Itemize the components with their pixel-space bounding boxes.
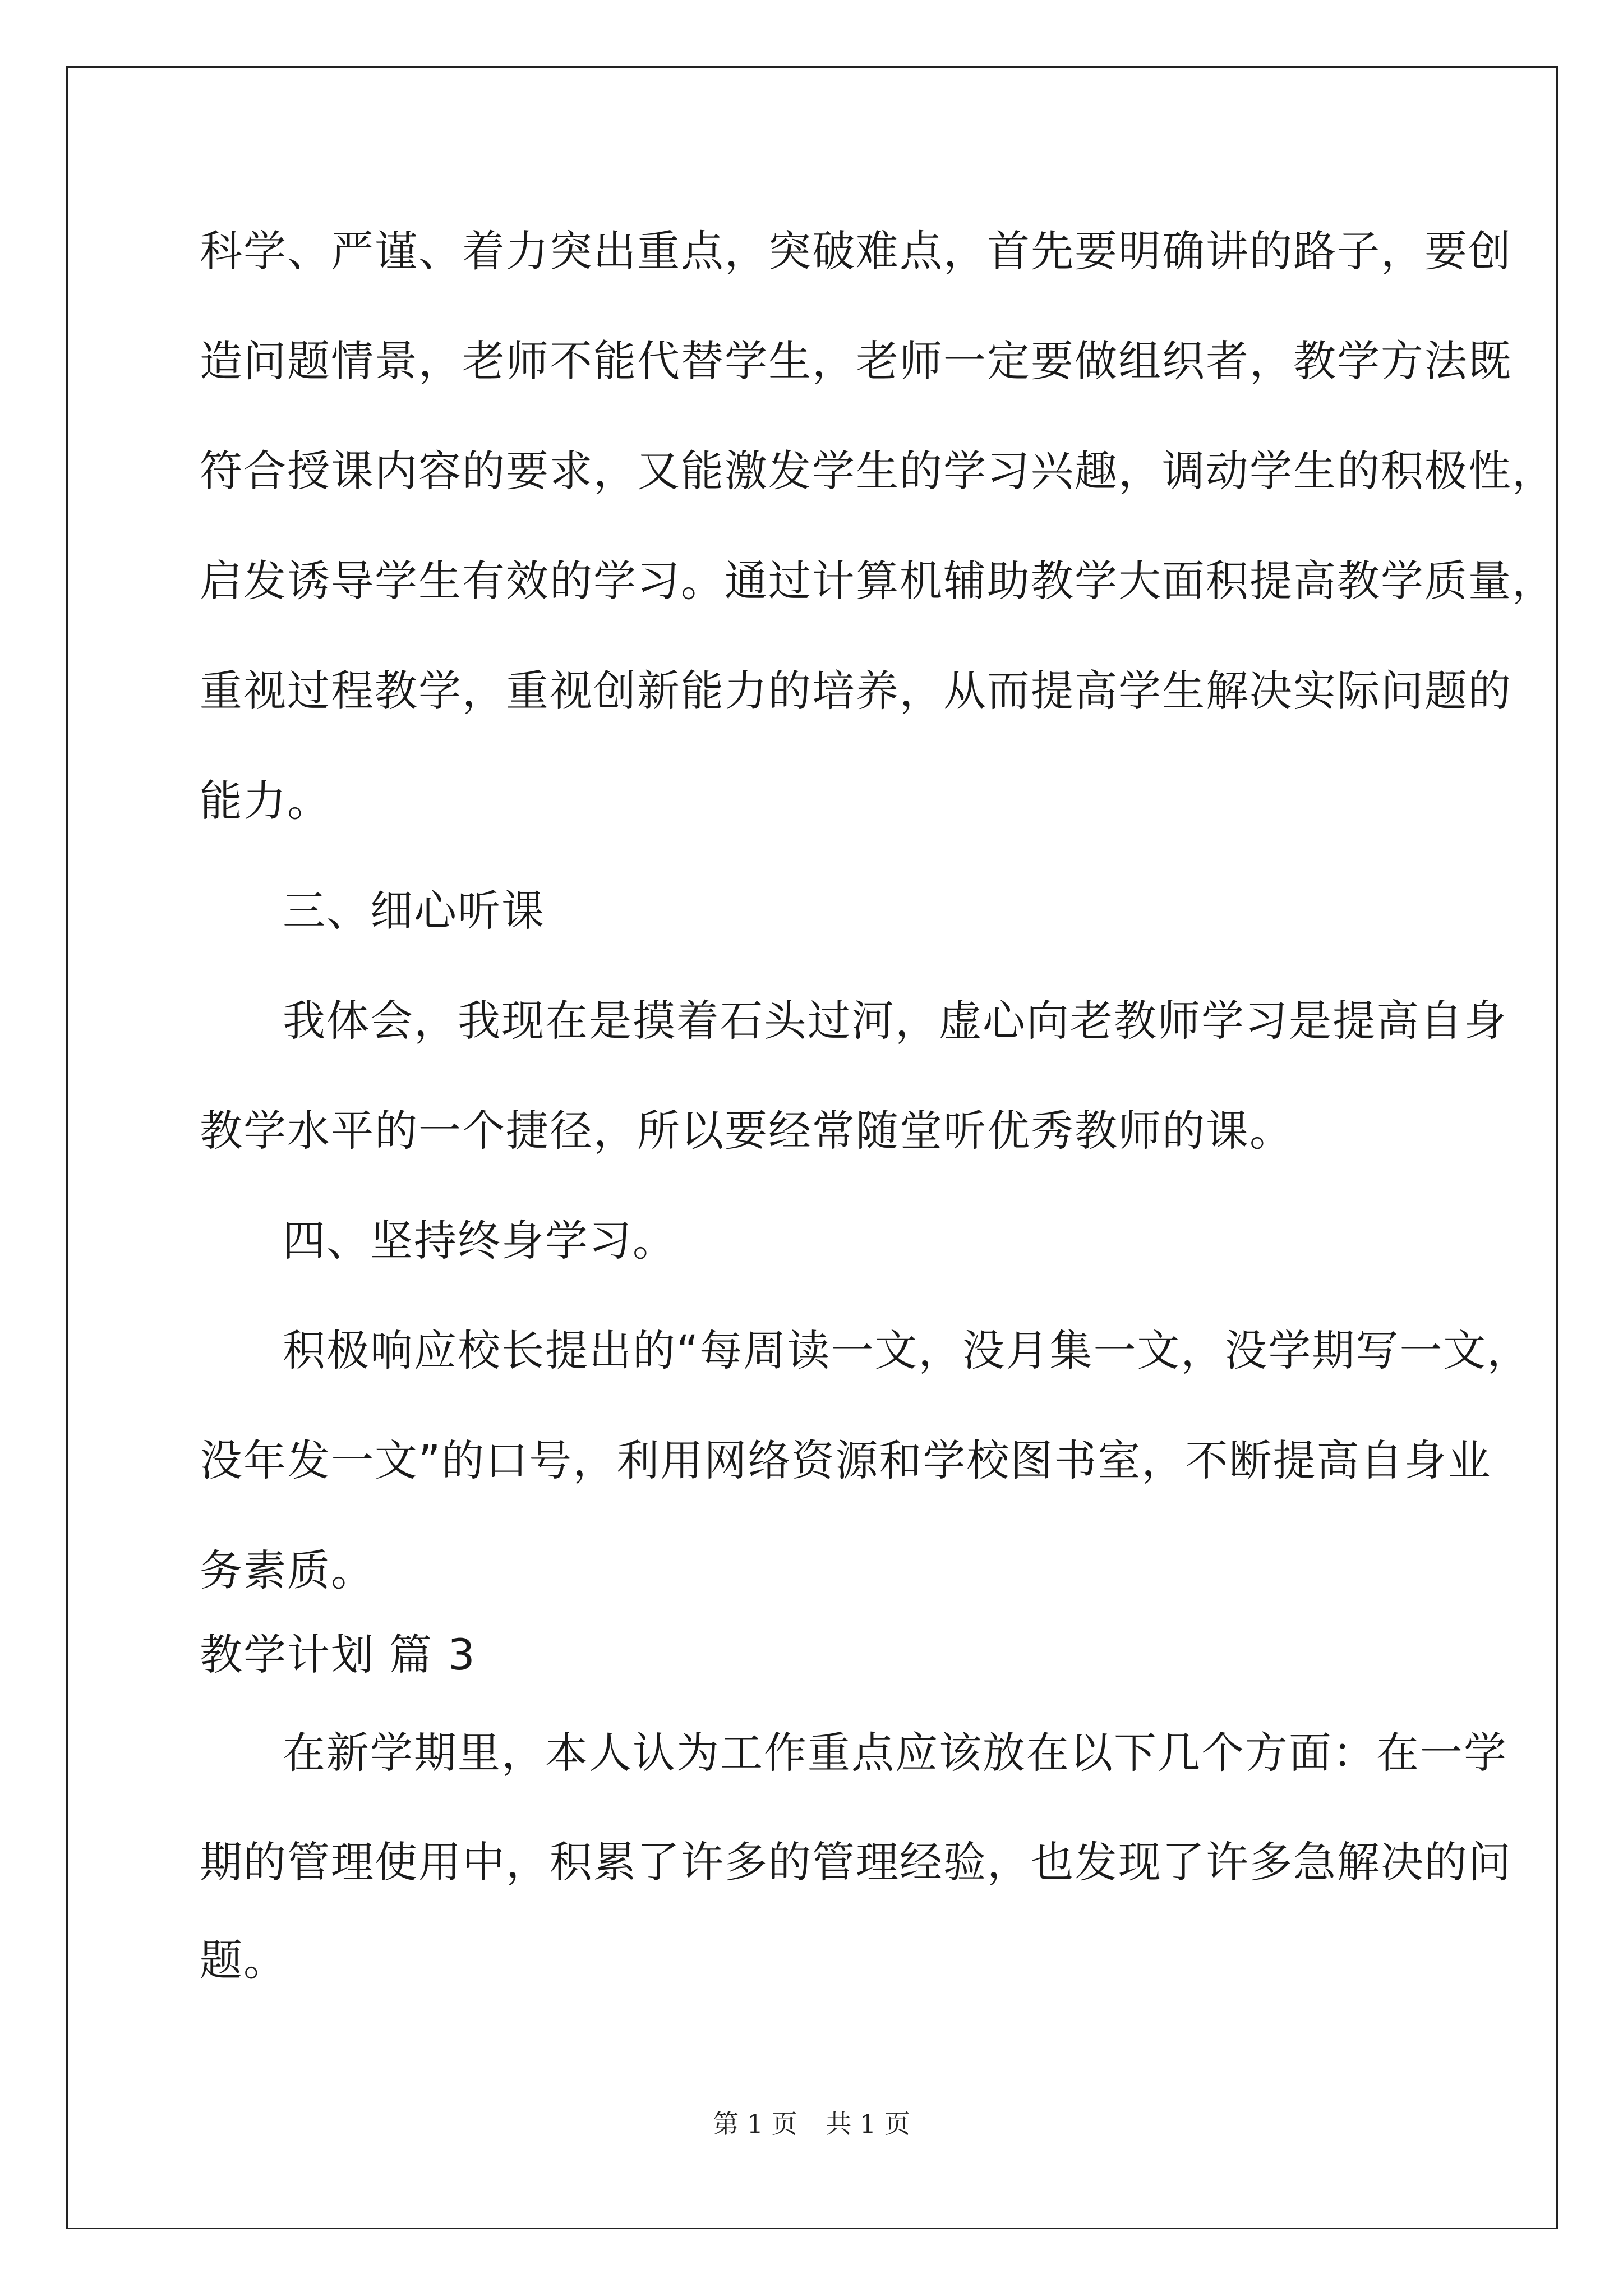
paragraph-line: 能力。: [200, 776, 331, 826]
paragraph-line: 启发诱导学生有效的学习。通过计算机辅助教学大面积提高教学质量，: [200, 556, 1556, 606]
paragraph-line: 期的管理使用中，积累了许多的管理经验，也发现了许多急解决的问: [200, 1837, 1512, 1887]
paragraph-line: 符合授课内容的要求，又能激发学生的学习兴趣，调动学生的积极性，: [200, 446, 1556, 496]
paragraph-line: 务素质。: [200, 1545, 375, 1595]
page-number: 第 1 页: [713, 2109, 797, 2139]
paragraph-line: 教学水平的一个捷径，所以要经常随堂听优秀教师的课。: [200, 1106, 1293, 1156]
paragraph-line: 题。: [200, 1935, 287, 1985]
section-heading: 三、细心听课: [283, 886, 545, 936]
paragraph-line: 我体会，我现在是摸着石头过河，虚心向老教师学习是提高自身: [283, 996, 1507, 1046]
paragraph-line: 重视过程教学，重视创新能力的培养，从而提高学生解决实际问题的: [200, 666, 1512, 716]
section-heading: 四、坚持终身学习。: [283, 1216, 676, 1266]
paragraph-line: 没年发一文”的口号，利用网络资源和学校图书室，不断提高自身业: [200, 1435, 1492, 1485]
page-total: 共 1 页: [826, 2109, 910, 2139]
page-footer: [0, 2107, 1623, 2141]
paragraph-line: 科学、严谨、着力突出重点，突破难点，首先要明确讲的路子，要创: [200, 226, 1512, 276]
paragraph-line: 在新学期里，本人认为工作重点应该放在以下几个方面：在一学: [283, 1728, 1507, 1778]
paragraph-line: 积极响应校长提出的“每周读一文，没月集一文，没学期写一文，: [283, 1326, 1531, 1375]
document-title: 教学计划 篇 3: [200, 1630, 476, 1680]
paragraph-line: 造问题情景，老师不能代替学生，老师一定要做组织者，教学方法既: [200, 336, 1512, 386]
